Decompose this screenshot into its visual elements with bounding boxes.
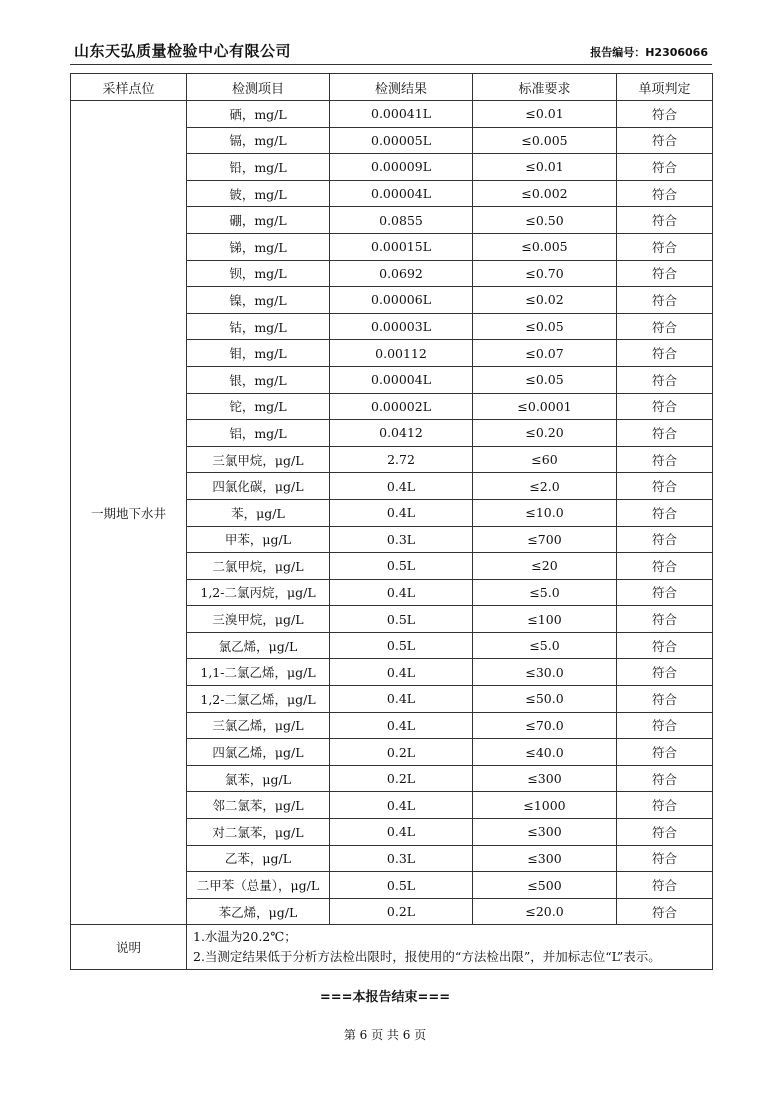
judgement-cell: 符合 bbox=[617, 393, 713, 420]
judgement-cell: 符合 bbox=[617, 420, 713, 447]
standard-cell: ≤0.01 bbox=[473, 101, 617, 128]
judgement-cell: 符合 bbox=[617, 340, 713, 367]
note-line: 1.水温为20.2℃； bbox=[193, 929, 297, 945]
item-cell: 苯乙烯，μg/L bbox=[187, 898, 330, 925]
result-cell: 0.2L bbox=[330, 765, 473, 792]
standard-cell: ≤100 bbox=[473, 606, 617, 633]
standard-cell: ≤0.70 bbox=[473, 260, 617, 287]
judgement-cell: 符合 bbox=[617, 632, 713, 659]
result-cell: 0.3L bbox=[330, 845, 473, 872]
note-line: 2.当测定结果低于分析方法检出限时，报使用的“方法检出限”，并加标志位“L”表示。 bbox=[193, 949, 661, 965]
item-cell: 氯乙烯，μg/L bbox=[187, 632, 330, 659]
standard-cell: ≤0.02 bbox=[473, 287, 617, 314]
column-header-judge: 单项判定 bbox=[617, 74, 713, 101]
result-cell: 0.00015L bbox=[330, 233, 473, 260]
item-cell: 三氯甲烷，μg/L bbox=[187, 446, 330, 473]
item-cell: 二甲苯（总量），μg/L bbox=[187, 872, 330, 899]
judgement-cell: 符合 bbox=[617, 898, 713, 925]
judgement-cell: 符合 bbox=[617, 207, 713, 234]
results-table bbox=[70, 73, 713, 970]
result-cell: 0.0855 bbox=[330, 207, 473, 234]
item-cell: 锑，mg/L bbox=[187, 233, 330, 260]
judgement-cell: 符合 bbox=[617, 739, 713, 766]
result-cell: 0.5L bbox=[330, 553, 473, 580]
item-cell: 1,2-二氯丙烷，μg/L bbox=[187, 579, 330, 606]
column-header-site: 采样点位 bbox=[71, 74, 187, 101]
standard-cell: ≤30.0 bbox=[473, 659, 617, 686]
result-cell: 0.00003L bbox=[330, 313, 473, 340]
judgement-cell: 符合 bbox=[617, 473, 713, 500]
page-number: 第 6 页 共 6 页 bbox=[343, 1028, 427, 1042]
table-header-row bbox=[71, 74, 713, 101]
item-cell: 铝，mg/L bbox=[187, 420, 330, 447]
result-cell: 0.2L bbox=[330, 898, 473, 925]
judgement-cell: 符合 bbox=[617, 233, 713, 260]
judgement-cell: 符合 bbox=[617, 606, 713, 633]
judgement-cell: 符合 bbox=[617, 101, 713, 128]
standard-cell: ≤500 bbox=[473, 872, 617, 899]
standard-cell: ≤50.0 bbox=[473, 686, 617, 713]
standard-cell: ≤0.005 bbox=[473, 233, 617, 260]
notes-row bbox=[71, 925, 713, 970]
item-cell: 苯，μg/L bbox=[187, 499, 330, 526]
judgement-cell: 符合 bbox=[617, 446, 713, 473]
result-cell: 0.4L bbox=[330, 686, 473, 713]
item-cell: 硒，mg/L bbox=[187, 101, 330, 128]
result-cell: 0.00004L bbox=[330, 366, 473, 393]
item-cell: 铅，mg/L bbox=[187, 154, 330, 181]
notes-body bbox=[187, 925, 713, 970]
result-cell: 0.00006L bbox=[330, 287, 473, 314]
result-cell: 0.4L bbox=[330, 579, 473, 606]
result-cell: 0.4L bbox=[330, 659, 473, 686]
standard-cell: ≤0.05 bbox=[473, 313, 617, 340]
judgement-cell: 符合 bbox=[617, 579, 713, 606]
column-header-result: 检测结果 bbox=[330, 74, 473, 101]
judgement-cell: 符合 bbox=[617, 287, 713, 314]
result-cell: 0.4L bbox=[330, 792, 473, 819]
item-cell: 乙苯，μg/L bbox=[187, 845, 330, 872]
standard-cell: ≤300 bbox=[473, 845, 617, 872]
standard-cell: ≤2.0 bbox=[473, 473, 617, 500]
standard-cell: ≤0.005 bbox=[473, 127, 617, 154]
result-cell: 0.00041L bbox=[330, 101, 473, 128]
standard-cell: ≤60 bbox=[473, 446, 617, 473]
standard-cell: ≤20.0 bbox=[473, 898, 617, 925]
item-cell: 镍，mg/L bbox=[187, 287, 330, 314]
result-cell: 0.2L bbox=[330, 739, 473, 766]
standard-cell: ≤300 bbox=[473, 819, 617, 846]
item-cell: 银，mg/L bbox=[187, 366, 330, 393]
company-name: 山东天弘质量检验中心有限公司 bbox=[74, 42, 292, 60]
judgement-cell: 符合 bbox=[617, 180, 713, 207]
item-cell: 邻二氯苯，μg/L bbox=[187, 792, 330, 819]
column-header-item: 检测项目 bbox=[187, 74, 330, 101]
judgement-cell: 符合 bbox=[617, 260, 713, 287]
result-cell: 0.4L bbox=[330, 499, 473, 526]
result-cell: 0.00005L bbox=[330, 127, 473, 154]
standard-cell: ≤1000 bbox=[473, 792, 617, 819]
standard-cell: ≤0.07 bbox=[473, 340, 617, 367]
result-cell: 0.00004L bbox=[330, 180, 473, 207]
item-cell: 二氯甲烷，μg/L bbox=[187, 553, 330, 580]
judgement-cell: 符合 bbox=[617, 526, 713, 553]
judgement-cell: 符合 bbox=[617, 553, 713, 580]
item-cell: 氯苯，μg/L bbox=[187, 765, 330, 792]
result-cell: 0.4L bbox=[330, 712, 473, 739]
item-cell: 钴，mg/L bbox=[187, 313, 330, 340]
judgement-cell: 符合 bbox=[617, 154, 713, 181]
item-cell: 四氯化碳，μg/L bbox=[187, 473, 330, 500]
sampling-site-cell: 一期地下水井 bbox=[71, 101, 187, 925]
standard-cell: ≤0.50 bbox=[473, 207, 617, 234]
result-cell: 0.5L bbox=[330, 606, 473, 633]
notes-label: 说明 bbox=[71, 925, 187, 970]
result-cell: 0.0412 bbox=[330, 420, 473, 447]
result-cell: 0.3L bbox=[330, 526, 473, 553]
item-cell: 三溴甲烷，μg/L bbox=[187, 606, 330, 633]
result-cell: 0.00112 bbox=[330, 340, 473, 367]
judgement-cell: 符合 bbox=[617, 499, 713, 526]
item-cell: 1,2-二氯乙烯，μg/L bbox=[187, 686, 330, 713]
standard-cell: ≤300 bbox=[473, 765, 617, 792]
standard-cell: ≤10.0 bbox=[473, 499, 617, 526]
standard-cell: ≤700 bbox=[473, 526, 617, 553]
page-header bbox=[70, 38, 712, 65]
item-cell: 钡，mg/L bbox=[187, 260, 330, 287]
judgement-cell: 符合 bbox=[617, 845, 713, 872]
item-cell: 钼，mg/L bbox=[187, 340, 330, 367]
item-cell: 铊，mg/L bbox=[187, 393, 330, 420]
judgement-cell: 符合 bbox=[617, 313, 713, 340]
item-cell: 铍，mg/L bbox=[187, 180, 330, 207]
item-cell: 对二氯苯，μg/L bbox=[187, 819, 330, 846]
item-cell: 三氯乙烯，μg/L bbox=[187, 712, 330, 739]
result-cell: 0.0692 bbox=[330, 260, 473, 287]
standard-cell: ≤0.0001 bbox=[473, 393, 617, 420]
result-cell: 0.00002L bbox=[330, 393, 473, 420]
judgement-cell: 符合 bbox=[617, 366, 713, 393]
item-cell: 四氯乙烯，μg/L bbox=[187, 739, 330, 766]
item-cell: 1,1-二氯乙烯，μg/L bbox=[187, 659, 330, 686]
standard-cell: ≤0.05 bbox=[473, 366, 617, 393]
report-number: 报告编号：H2306066 bbox=[590, 46, 708, 59]
result-cell: 0.4L bbox=[330, 819, 473, 846]
standard-cell: ≤20 bbox=[473, 553, 617, 580]
judgement-cell: 符合 bbox=[617, 712, 713, 739]
standard-cell: ≤70.0 bbox=[473, 712, 617, 739]
judgement-cell: 符合 bbox=[617, 792, 713, 819]
judgement-cell: 符合 bbox=[617, 127, 713, 154]
table-row bbox=[71, 101, 713, 128]
result-cell: 0.4L bbox=[330, 473, 473, 500]
judgement-cell: 符合 bbox=[617, 819, 713, 846]
standard-cell: ≤0.20 bbox=[473, 420, 617, 447]
item-cell: 镉，mg/L bbox=[187, 127, 330, 154]
item-cell: 硼，mg/L bbox=[187, 207, 330, 234]
result-cell: 0.00009L bbox=[330, 154, 473, 181]
standard-cell: ≤5.0 bbox=[473, 579, 617, 606]
judgement-cell: 符合 bbox=[617, 659, 713, 686]
result-cell: 0.5L bbox=[330, 632, 473, 659]
item-cell: 甲苯，μg/L bbox=[187, 526, 330, 553]
standard-cell: ≤0.002 bbox=[473, 180, 617, 207]
judgement-cell: 符合 bbox=[617, 872, 713, 899]
result-cell: 2.72 bbox=[330, 446, 473, 473]
report-end-marker: ===本报告结束=== bbox=[319, 990, 451, 1005]
result-cell: 0.5L bbox=[330, 872, 473, 899]
standard-cell: ≤40.0 bbox=[473, 739, 617, 766]
column-header-standard: 标准要求 bbox=[473, 74, 617, 101]
standard-cell: ≤0.01 bbox=[473, 154, 617, 181]
standard-cell: ≤5.0 bbox=[473, 632, 617, 659]
judgement-cell: 符合 bbox=[617, 686, 713, 713]
judgement-cell: 符合 bbox=[617, 765, 713, 792]
